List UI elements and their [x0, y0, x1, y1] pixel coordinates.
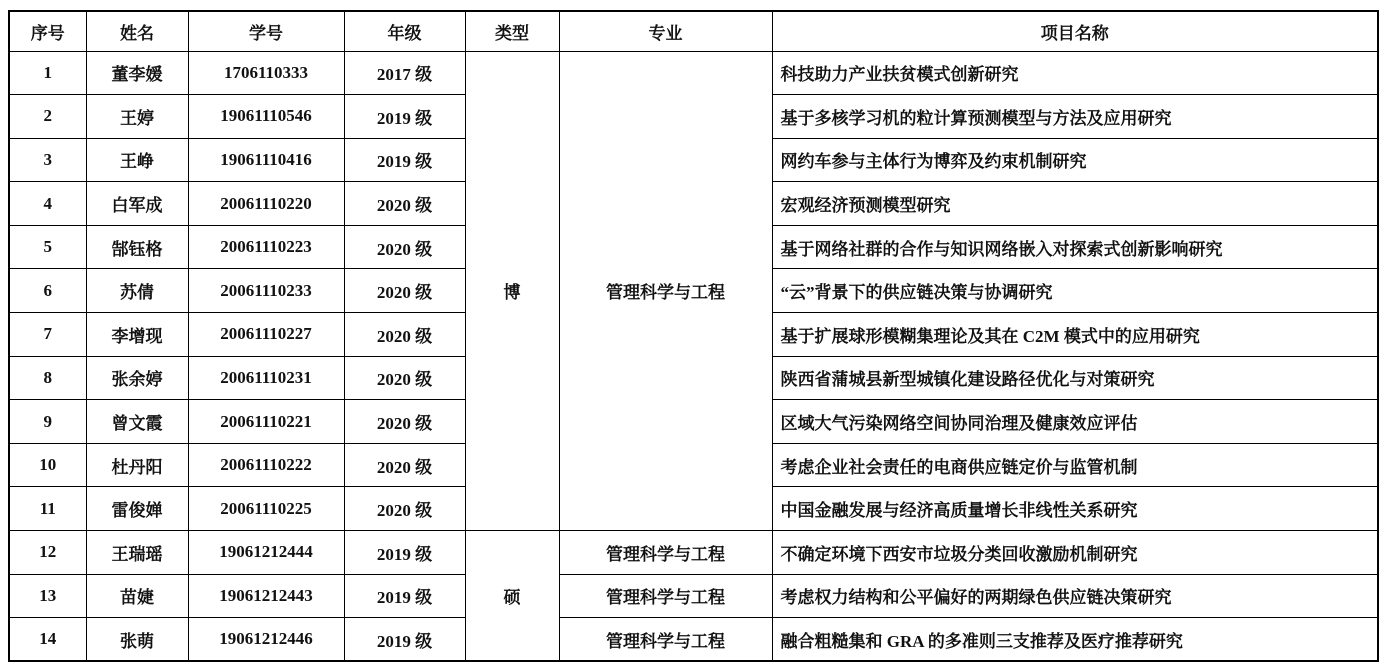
cell-no: 12 [9, 531, 86, 575]
cell-name: 苏倩 [86, 269, 188, 313]
cell-no: 13 [9, 574, 86, 618]
table-row [9, 51, 1378, 95]
cell-student-id: 20061110223 [188, 225, 344, 269]
cell-no: 11 [9, 487, 86, 531]
cell-project: 不确定环境下西安市垃圾分类回收激励机制研究 [772, 531, 1378, 575]
cell-project: “云”背景下的供应链决策与协调研究 [772, 269, 1378, 313]
cell-student-id: 20061110231 [188, 356, 344, 400]
cell-grade: 2019 级 [344, 574, 465, 618]
cell-project: 基于多核学习机的粒计算预测模型与方法及应用研究 [772, 95, 1378, 139]
cell-type-master-merged: 硕 [465, 531, 559, 662]
cell-name: 李增现 [86, 313, 188, 357]
cell-no: 3 [9, 138, 86, 182]
cell-name: 王婷 [86, 95, 188, 139]
cell-student-id: 20061110220 [188, 182, 344, 226]
cell-project: 科技助力产业扶贫模式创新研究 [772, 51, 1378, 95]
cell-no: 9 [9, 400, 86, 444]
cell-name: 杜丹阳 [86, 443, 188, 487]
cell-project: 宏观经济预测模型研究 [772, 182, 1378, 226]
cell-project: 基于网络社群的合作与知识网络嵌入对探索式创新影响研究 [772, 225, 1378, 269]
cell-no: 7 [9, 313, 86, 357]
cell-project: 中国金融发展与经济高质量增长非线性关系研究 [772, 487, 1378, 531]
cell-grade: 2019 级 [344, 95, 465, 139]
cell-project: 考虑企业社会责任的电商供应链定价与监管机制 [772, 443, 1378, 487]
cell-name: 雷俊婵 [86, 487, 188, 531]
table-row [9, 574, 1378, 618]
cell-no: 6 [9, 269, 86, 313]
cell-grade: 2020 级 [344, 225, 465, 269]
cell-name: 郜钰格 [86, 225, 188, 269]
cell-no: 8 [9, 356, 86, 400]
cell-grade: 2020 级 [344, 400, 465, 444]
column-header-no: 序号 [9, 11, 86, 51]
cell-name: 苗婕 [86, 574, 188, 618]
cell-student-id: 19061110546 [188, 95, 344, 139]
column-header-grade: 年级 [344, 11, 465, 51]
cell-major: 管理科学与工程 [559, 574, 772, 618]
cell-grade: 2020 级 [344, 313, 465, 357]
cell-student-id: 19061212446 [188, 618, 344, 662]
cell-student-id: 20061110227 [188, 313, 344, 357]
cell-major: 管理科学与工程 [559, 531, 772, 575]
cell-name: 白军成 [86, 182, 188, 226]
student-projects-table [8, 10, 1379, 662]
cell-name: 王峥 [86, 138, 188, 182]
cell-name: 张萌 [86, 618, 188, 662]
cell-grade: 2017 级 [344, 51, 465, 95]
cell-major: 管理科学与工程 [559, 618, 772, 662]
cell-grade: 2020 级 [344, 182, 465, 226]
cell-no: 5 [9, 225, 86, 269]
cell-student-id: 20061110225 [188, 487, 344, 531]
cell-name: 曾文霞 [86, 400, 188, 444]
column-header-major: 专业 [559, 11, 772, 51]
cell-name: 董李媛 [86, 51, 188, 95]
cell-no: 4 [9, 182, 86, 226]
cell-grade: 2019 级 [344, 138, 465, 182]
column-header-student-id: 学号 [188, 11, 344, 51]
cell-project: 网约车参与主体行为博弈及约束机制研究 [772, 138, 1378, 182]
cell-no: 2 [9, 95, 86, 139]
cell-type-doctoral-merged: 博 [465, 51, 559, 531]
cell-no: 10 [9, 443, 86, 487]
cell-name: 张余婷 [86, 356, 188, 400]
cell-grade: 2020 级 [344, 356, 465, 400]
cell-project: 基于扩展球形模糊集理论及其在 C2M 模式中的应用研究 [772, 313, 1378, 357]
cell-grade: 2020 级 [344, 487, 465, 531]
cell-student-id: 19061212444 [188, 531, 344, 575]
header-row [9, 11, 1378, 51]
cell-student-id: 1706110333 [188, 51, 344, 95]
cell-project: 融合粗糙集和 GRA 的多准则三支推荐及医疗推荐研究 [772, 618, 1378, 662]
cell-student-id: 19061110416 [188, 138, 344, 182]
cell-student-id: 19061212443 [188, 574, 344, 618]
cell-project: 陕西省蒲城县新型城镇化建设路径优化与对策研究 [772, 356, 1378, 400]
cell-student-id: 20061110221 [188, 400, 344, 444]
cell-grade: 2019 级 [344, 618, 465, 662]
column-header-type: 类型 [465, 11, 559, 51]
cell-grade: 2019 级 [344, 531, 465, 575]
cell-grade: 2020 级 [344, 443, 465, 487]
cell-grade: 2020 级 [344, 269, 465, 313]
table-row [9, 618, 1378, 662]
column-header-project: 项目名称 [772, 11, 1378, 51]
cell-project: 区域大气污染网络空间协同治理及健康效应评估 [772, 400, 1378, 444]
cell-project: 考虑权力结构和公平偏好的两期绿色供应链决策研究 [772, 574, 1378, 618]
cell-student-id: 20061110233 [188, 269, 344, 313]
cell-major-merged: 管理科学与工程 [559, 51, 772, 531]
cell-name: 王瑞瑶 [86, 531, 188, 575]
cell-student-id: 20061110222 [188, 443, 344, 487]
cell-no: 1 [9, 51, 86, 95]
cell-no: 14 [9, 618, 86, 662]
table-row [9, 531, 1378, 575]
column-header-name: 姓名 [86, 11, 188, 51]
